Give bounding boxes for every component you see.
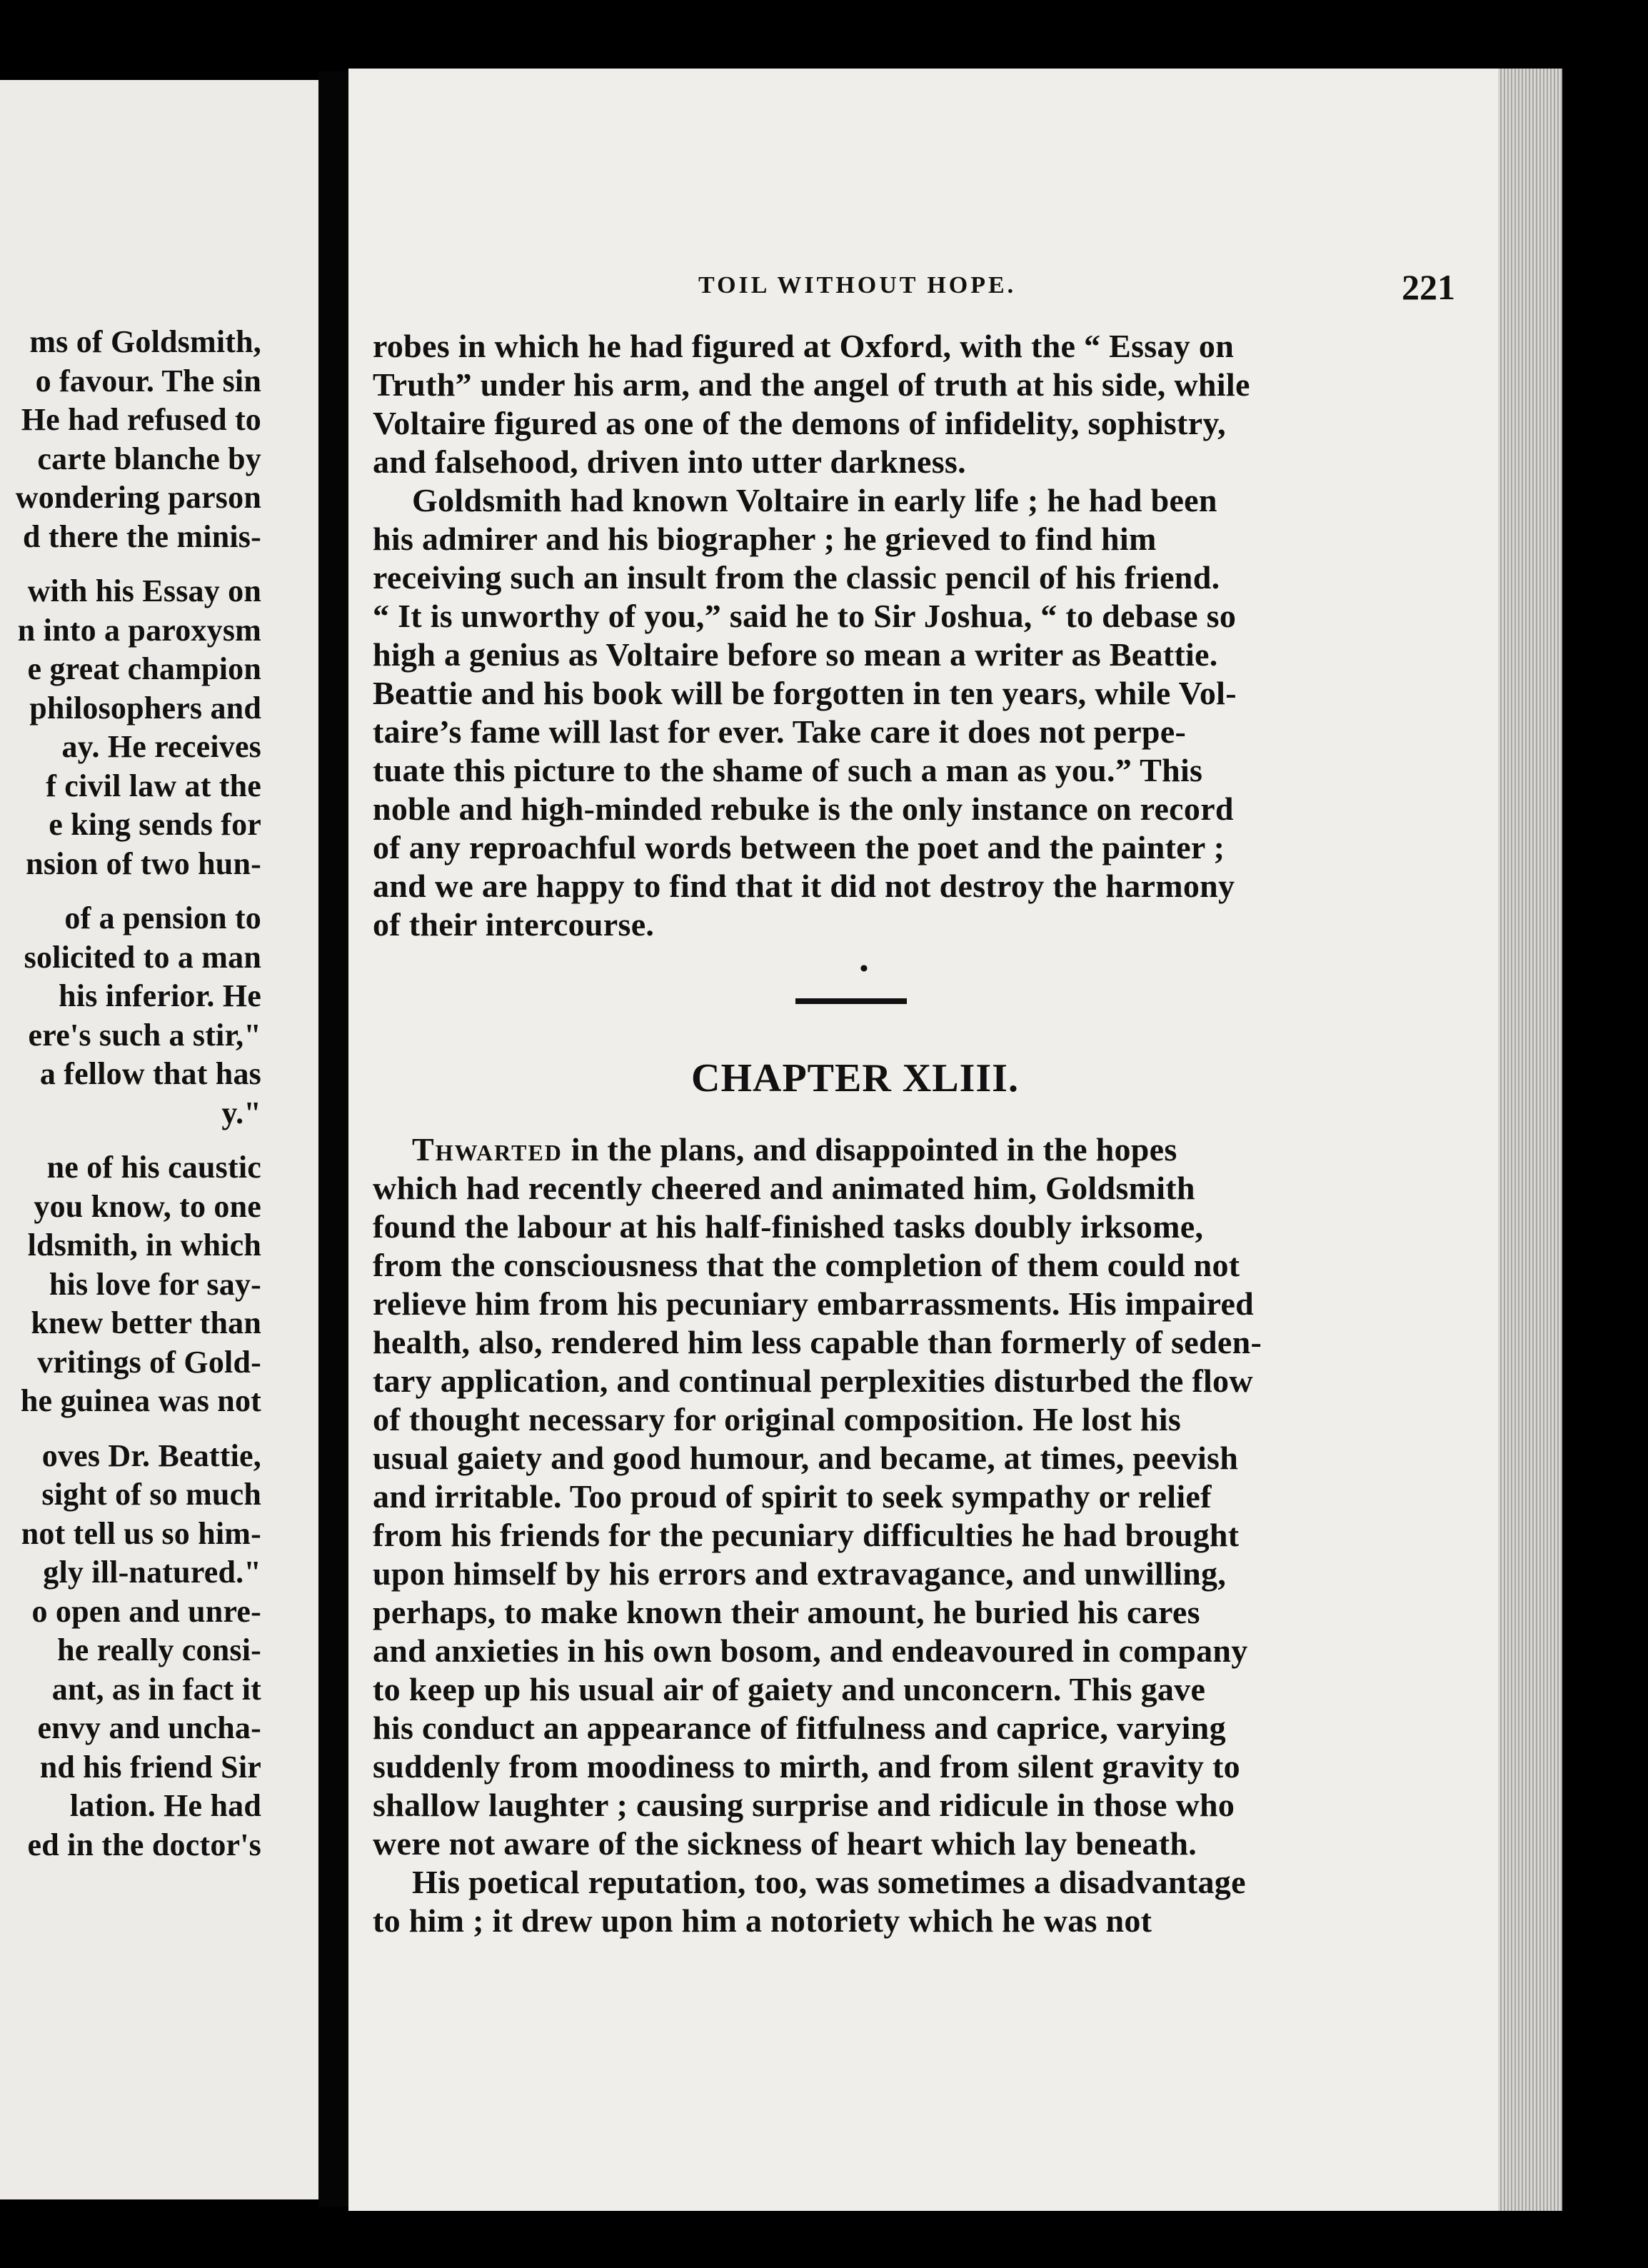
text-line: Truth” under his arm, and the angel of truth at his side, while <box>373 366 1250 403</box>
text-line: high a genius as Voltaire before so mean a writer as Beattie. <box>373 636 1218 673</box>
text-line: shallow laughter ; causing surprise and ridicule in those who <box>373 1787 1235 1823</box>
body-text-chapter <box>373 1130 1562 1940</box>
text-line: gly ill-natured." <box>43 1555 261 1590</box>
text-line: a fellow that has <box>39 1056 261 1091</box>
text-line: lation. He had <box>69 1788 261 1823</box>
text-line: from the consciousness that the completion of them could not <box>373 1247 1240 1283</box>
text-line: tary application, and continual perplexities disturbed the flow <box>373 1363 1253 1399</box>
text-line: robes in which he had figured at Oxford, with the “ Essay on <box>373 328 1235 364</box>
text-line: Thwarted in the plans, and disappointed in the hopes <box>412 1131 1177 1168</box>
text-line: suddenly from moodiness to mirth, and from silent gravity to <box>373 1748 1240 1785</box>
paragraph-gap <box>0 1421 261 1437</box>
text-line: usual gaiety and good humour, and became, at times, peevish <box>373 1440 1239 1476</box>
text-line: ere's such a stir," <box>28 1017 261 1053</box>
text-line: he guinea was not <box>20 1383 261 1418</box>
text-line: wondering parson <box>15 480 261 515</box>
body-text-top <box>373 327 1562 944</box>
text-line: of thought necessary for original composition. He lost his <box>373 1401 1182 1437</box>
text-line: not tell us so him- <box>21 1515 261 1551</box>
text-line: nsion of two hun- <box>26 846 261 881</box>
text-line: nd his friend Sir <box>39 1749 261 1785</box>
text-line: upon himself by his errors and extravagance, and unwilling, <box>373 1555 1227 1592</box>
text-line: tuate this picture to the shame of such a man as you.” This <box>373 752 1203 788</box>
page-221 <box>348 69 1562 2211</box>
text-line: found the labour at his half-finished tasks doubly irksome, <box>373 1208 1204 1245</box>
paragraph-gap <box>0 1133 261 1148</box>
text-line: solicited to a man <box>24 939 261 975</box>
text-line: and falsehood, driven into utter darkness. <box>373 443 966 480</box>
text-line: you know, to one <box>34 1188 261 1224</box>
page-header <box>698 267 1455 315</box>
text-line: ed in the doctor's <box>27 1827 261 1862</box>
text-line: oves Dr. Beattie, <box>41 1437 261 1473</box>
text-line: f civil law at the <box>46 768 261 803</box>
text-line: sight of so much <box>41 1477 261 1512</box>
text-line: his conduct an appearance of fitfulness and caprice, varying <box>373 1710 1226 1746</box>
text-line: vritings of Gold- <box>37 1344 261 1380</box>
text-line: o favour. The sin <box>35 363 261 398</box>
paragraph-gap <box>0 883 261 899</box>
text-line: ms of Goldsmith, <box>29 324 261 359</box>
text-line: He had refused to <box>21 402 261 437</box>
text-line: from his friends for the pecuniary difficulties he had brought <box>373 1517 1240 1553</box>
text-line: relieve him from his pecuniary embarrassments. His impaired <box>373 1285 1255 1322</box>
text-line: perhaps, to make known their amount, he buried his cares <box>373 1594 1200 1630</box>
text-line: health, also, rendered him less capable than formerly of seden- <box>373 1324 1262 1360</box>
text-line: Goldsmith had known Voltaire in early life ; he had been <box>412 482 1217 518</box>
text-line: carte blanche by <box>37 441 261 476</box>
text-line: His poetical reputation, too, was sometimes a disadvantage <box>412 1864 1246 1900</box>
text-line: and anxieties in his own bosom, and endeavoured in company <box>373 1632 1248 1669</box>
section-ornament: • <box>860 955 868 982</box>
text-line: ldsmith, in which <box>27 1228 261 1263</box>
text-line: taire’s fame will last for ever. Take care it does not perpe- <box>373 713 1187 750</box>
text-line: his admirer and his biographer ; he grieved to find him <box>373 521 1157 557</box>
text-line: of any reproachful words between the poet and the painter ; <box>373 829 1225 865</box>
text-line: knew better than <box>31 1305 261 1340</box>
text-line: Beattie and his book will be forgotten in ten years, while Vol- <box>373 675 1237 711</box>
text-line: e king sends for <box>49 807 261 842</box>
text-line: with his Essay on <box>27 573 261 608</box>
text-line: he really consi- <box>57 1632 261 1667</box>
paragraph-gap <box>0 556 261 572</box>
text-line: ne of his caustic <box>46 1150 261 1185</box>
text-line: his love for say- <box>49 1266 261 1302</box>
text-line: and we are happy to find that it did not destroy the harmony <box>373 868 1235 904</box>
facing-page-left <box>0 80 318 2199</box>
text-line: e great champion <box>27 651 261 686</box>
text-line: philosophers and <box>29 690 261 726</box>
text-line: noble and high-minded rebuke is the only instance on record <box>373 791 1234 827</box>
text-line: Voltaire figured as one of the demons of infidelity, sophistry, <box>373 405 1226 441</box>
text-line: receiving such an insult from the classic pencil of his friend. <box>373 559 1220 596</box>
text-line: his inferior. He <box>59 978 261 1013</box>
text-line: of their intercourse. <box>373 906 655 943</box>
book-gutter <box>318 71 348 2207</box>
text-line: to keep up his usual air of gaiety and unconcern. This gave <box>373 1671 1206 1707</box>
text-line: ant, as in fact it <box>51 1671 261 1707</box>
drop-word: Thwarted <box>412 1131 563 1168</box>
text-line: which had recently cheered and animated him, Goldsmith <box>373 1170 1195 1206</box>
text-line: d there the minis- <box>23 518 261 554</box>
section-rule <box>795 998 907 1004</box>
text-line: o open and unre- <box>31 1593 261 1629</box>
text-line: “ It is unworthy of you,” said he to Sir Joshua, “ to debase so <box>373 598 1237 634</box>
text-line: of a pension to <box>64 900 261 935</box>
text-line: to him ; it drew upon him a notoriety which he was not <box>373 1902 1152 1939</box>
running-head: TOIL WITHOUT HOPE. <box>698 272 1017 298</box>
text-line: y." <box>221 1095 261 1130</box>
page-number: 221 <box>1402 267 1455 307</box>
text-line: ay. He receives <box>61 729 261 764</box>
text-line: were not aware of the sickness of heart which lay beneath. <box>373 1825 1197 1862</box>
text-line: envy and uncha- <box>37 1710 261 1745</box>
text-line: and irritable. Too proud of spirit to seek sympathy or relief <box>373 1478 1212 1515</box>
left-page-text <box>0 323 261 1865</box>
chapter-title: CHAPTER XLIII. <box>691 1056 1019 1100</box>
text-line: n into a paroxysm <box>17 612 261 648</box>
